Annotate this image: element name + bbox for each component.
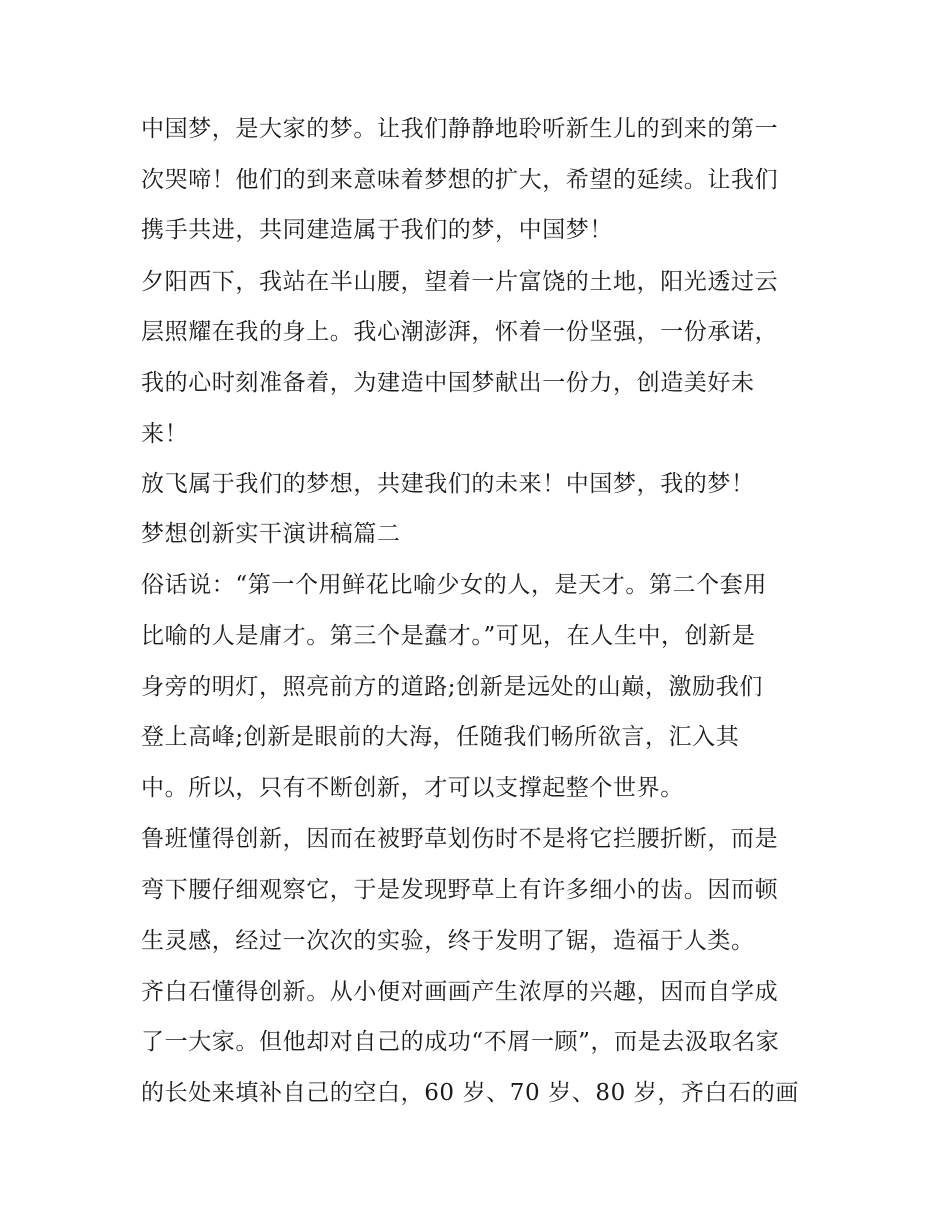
text-line: 登上高峰;创新是眼前的大海，任随我们畅所欲言，汇入其 bbox=[141, 724, 740, 750]
text-line: 的长处来填补自己的空白，60 岁、70 岁、80 岁，齐白石的画 bbox=[141, 1080, 799, 1106]
text-line: 次哭啼！他们的到来意味着梦想的扩大，希望的延续。让我们 bbox=[141, 167, 779, 193]
text-line: 夕阳西下，我站在半山腰，望着一片富饶的土地，阳光透过云 bbox=[141, 269, 779, 295]
text-line: 来！ bbox=[141, 421, 189, 447]
text-line: 弯下腰仔细观察它，于是发现野草上有许多细小的齿。因而顿 bbox=[141, 877, 779, 903]
text-line: 中国梦，是大家的梦。让我们静静地聆听新生儿的到来的第一 bbox=[141, 116, 779, 142]
text-line: 中。所以，只有不断创新，才可以支撑起整个世界。 bbox=[141, 775, 684, 801]
text-line: 我的心时刻准备着，为建造中国梦献出一份力，创造美好未 bbox=[141, 370, 755, 396]
text-line: 携手共进，共同建造属于我们的梦，中国梦！ bbox=[141, 217, 613, 243]
text-line: 放飞属于我们的梦想，共建我们的未来！中国梦，我的梦！ bbox=[141, 471, 755, 497]
text-line: 层照耀在我的身上。我心潮澎湃，怀着一份坚强，一份承诺， bbox=[141, 319, 779, 345]
text-line: 了一大家。但他却对自己的成功“不屑一顾”，而是去汲取名家 bbox=[141, 1029, 780, 1055]
text-line: 齐白石懂得创新。从小便对画画产生浓厚的兴趣，因而自学成 bbox=[141, 979, 779, 1005]
text-line: 鲁班懂得创新，因而在被野草划伤时不是将它拦腰折断，而是 bbox=[141, 826, 779, 852]
text-line: 俗话说：“第一个用鲜花比喻少女的人，是天才。第二个套用 bbox=[141, 572, 767, 598]
text-line: 身旁的明灯，照亮前方的道路;创新是远处的山巅，激励我们 bbox=[141, 674, 763, 700]
text-line: 比喻的人是庸才。第三个是蠢才。”可见，在人生中，创新是 bbox=[141, 623, 756, 649]
text-line: 生灵感，经过一次次的实验，终于发明了锯，造福于人类。 bbox=[141, 928, 755, 954]
section-heading: 梦想创新实干演讲稿篇二 bbox=[141, 521, 401, 547]
